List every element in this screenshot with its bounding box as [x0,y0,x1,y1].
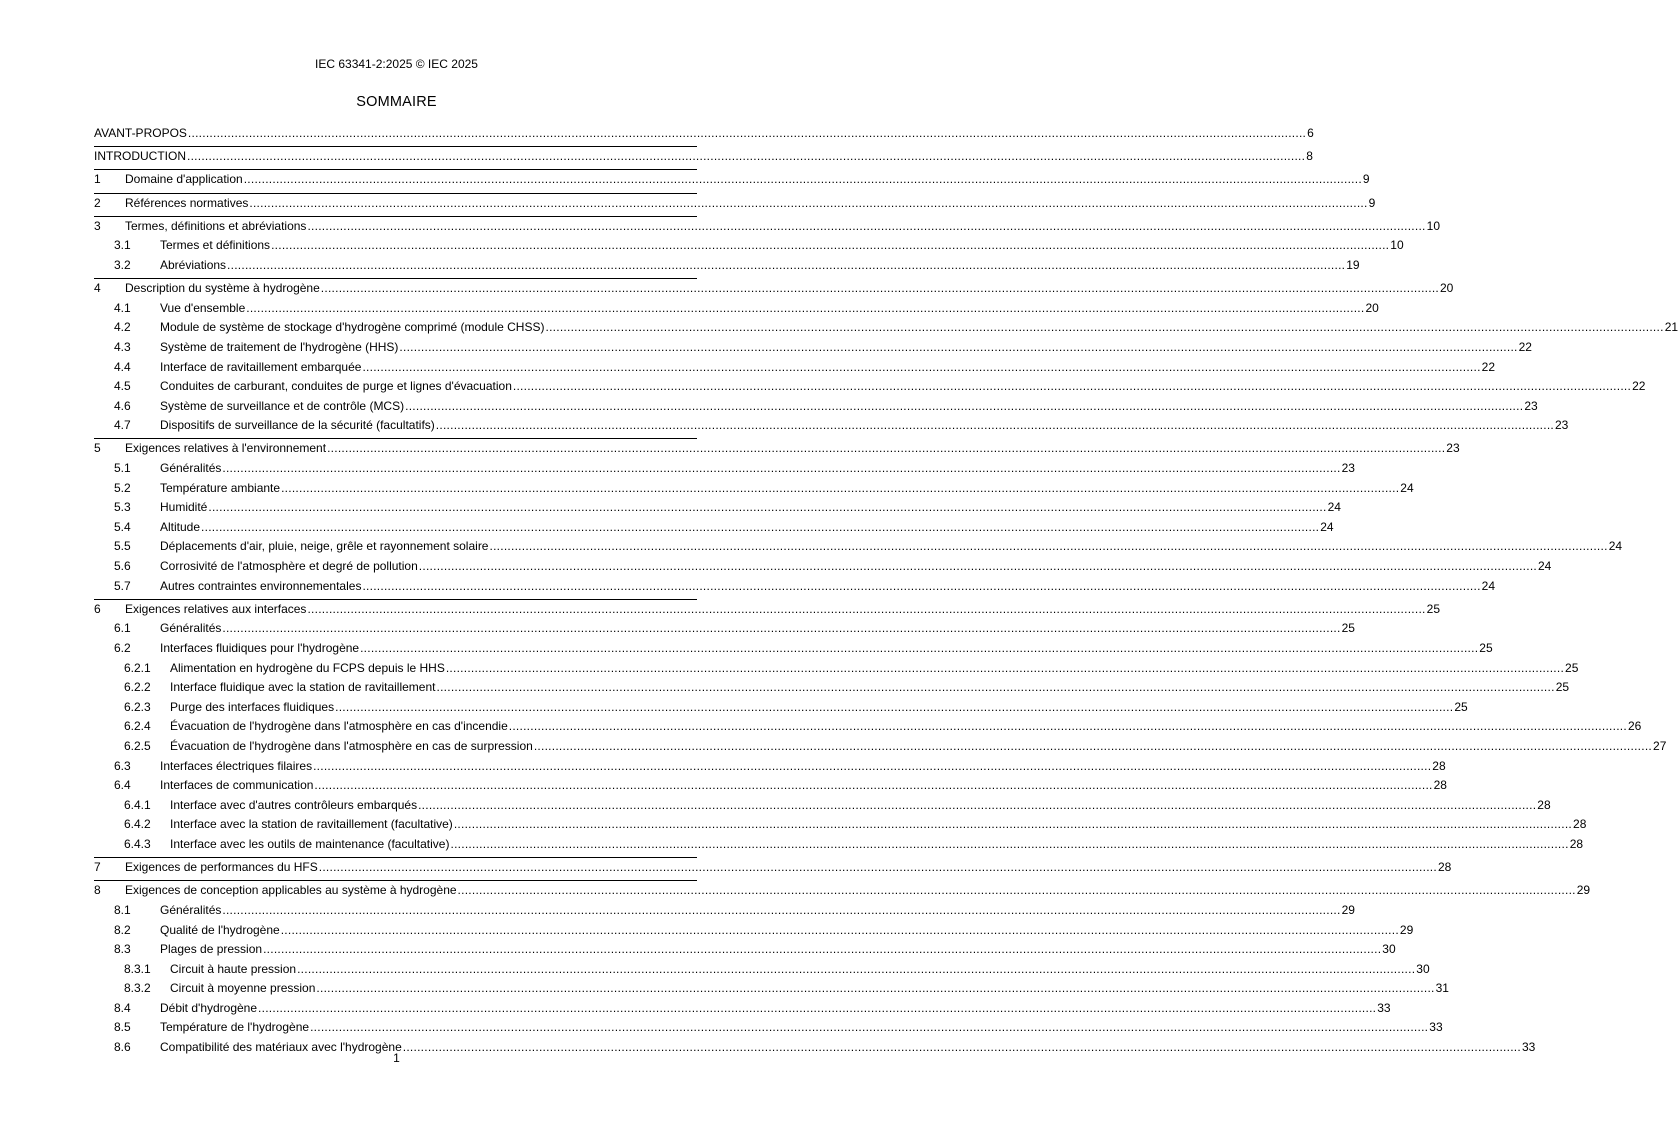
toc-entry-page: 24 [1400,480,1414,495]
toc-entry-number: 8.3.1 [124,961,151,976]
dot-leader [310,1020,1428,1034]
toc-entry-number: 8.1 [114,902,131,917]
toc-entry-label: Température de l'hydrogène [160,1020,310,1035]
toc-entry-number: 8.2 [114,922,131,937]
toc-entry-number: 6 [94,601,101,616]
toc-entry-label: Interface de ravitaillement embarquée [160,359,362,374]
toc-entry[interactable] [94,438,1460,459]
toc-entry-page: 25 [1426,601,1440,616]
toc-entry-number: 3 [94,218,101,233]
toc-entry-number: 2 [94,195,101,210]
toc-entry-number: 4.1 [114,300,131,315]
toc-entry-number: 4 [94,281,101,296]
dot-leader [362,579,1480,593]
toc-entry[interactable] [94,857,1452,878]
toc-entry-page: 29 [1576,883,1591,898]
toc-entry-page: 10 [1390,238,1404,253]
toc-entry-number: 5 [94,441,101,456]
toc-entry-number: 7 [94,860,101,875]
toc-entry-label: Système de traitement de l'hydrogène (HHS) [160,339,399,354]
toc-entry-page: 9 [1362,172,1370,187]
toc-entry-label: Débit d'hydrogène [160,1000,258,1015]
toc-entry-number: 5.6 [114,559,131,574]
toc-entry-label: Purge des interfaces fluidiques [170,699,335,714]
toc-entry-page: 28 [1437,860,1452,875]
dot-leader [201,520,1319,534]
toc-entry-number: 4.2 [114,320,131,335]
toc-entry-label: Interfaces fluidiques pour l'hydrogène [160,641,360,655]
dot-leader [222,461,1340,475]
dot-leader [321,281,1439,295]
toc-entry[interactable] [94,815,1587,835]
toc-entry-page: 20 [1439,281,1454,296]
toc-entry-number: 6.2.2 [124,680,151,695]
toc-entry-page: 26 [1627,719,1642,734]
toc-entry[interactable] [94,577,1496,597]
toc-entry-page: 25 [1565,660,1579,675]
toc-entry-page: 22 [1481,359,1496,374]
dot-leader [307,219,1425,233]
toc-entry[interactable] [94,678,1570,698]
dot-leader [281,481,1399,495]
toc-entry-number: 6.2.3 [124,699,151,714]
toc-entry-label: Corrosivité de l'atmosphère et degré de pollution [160,559,418,574]
dot-leader [446,661,1564,675]
toc-entry-number: 6.4.1 [124,797,151,812]
toc-entry[interactable] [94,1018,1443,1038]
toc-entry[interactable] [94,537,1623,557]
dot-leader [545,320,1663,334]
toc-entry-label: Exigences de performances du HFS [125,860,318,875]
toc-entry-label: Déplacements d'air, pluie, neige, grêle et rayonnement solaire [160,539,489,554]
toc-entry-number: 5.5 [114,539,131,554]
toc-entry-page: 20 [1365,300,1379,315]
toc-entry-label: Généralités [160,621,222,636]
toc-entry-page: 33 [1429,1020,1443,1035]
toc-entry-number: 6.2.5 [124,738,151,753]
toc-entry-page: 23 [1524,398,1538,413]
dot-leader [271,238,1389,252]
toc-entry-label: Circuit à haute pression [170,961,297,976]
toc-entry-page: 24 [1608,539,1623,554]
dot-leader [314,778,1432,792]
dot-leader [319,860,1437,874]
dot-leader [222,621,1340,635]
toc-entry-label: Évacuation de l'hydrogène dans l'atmosphère en cas de surpression [170,738,533,753]
toc-entry-number: 4.4 [114,359,131,374]
toc-entry-label: Température ambiante [160,480,281,495]
toc-entry-number: 1 [94,172,101,187]
toc-entry-page: 9 [1368,195,1376,210]
toc-entry-page: 33 [1377,1000,1391,1015]
toc-entry[interactable] [94,698,1468,718]
toc-entry-page: 31 [1435,981,1449,996]
toc-entry[interactable] [94,518,1334,538]
toc-entry-page: 10 [1426,218,1440,233]
toc-entry[interactable] [94,479,1414,499]
toc-entry-label: Description du système à hydrogène [125,281,320,296]
toc-entry[interactable] [94,318,1678,338]
dot-leader [307,602,1425,616]
toc-entry[interactable] [94,377,1646,397]
toc-entry[interactable] [94,880,1591,901]
toc-entry-label: AVANT-PROPOS [94,126,187,140]
dot-leader [534,739,1652,753]
toc-entry-page: 24 [1481,578,1496,593]
toc-entry-label: Termes et définitions [160,238,271,253]
toc-entry[interactable] [94,796,1551,816]
dot-leader [327,441,1445,455]
toc-entry[interactable] [94,498,1341,518]
toc-entry[interactable] [94,124,1314,144]
toc-entry-label: Exigences de conception applicables au système à hydrogène [125,883,457,898]
toc-entry-page: 29 [1399,922,1414,937]
dot-leader [362,360,1480,374]
toc-entry-label: Références normatives [125,195,249,210]
toc-entry-page: 30 [1416,961,1430,976]
dot-leader [281,923,1399,937]
toc-entry-number: 8.6 [114,1040,131,1055]
toc-entry-label: INTRODUCTION [94,149,186,164]
toc-entry-label: Interfaces de communication [160,778,314,793]
toc-entry[interactable] [94,256,1360,276]
toc-entry-number: 8.3.2 [124,981,151,996]
toc-entry-label: Autres contraintes environnementales [160,578,362,593]
dot-leader [244,172,1362,186]
toc-entry[interactable] [94,757,1446,777]
toc-entry-label: Interface avec d'autres contrôleurs embarqués [170,797,418,812]
toc-entry-number: 5.7 [114,578,131,593]
toc-entry[interactable] [94,659,1579,679]
toc-entry[interactable] [94,358,1496,378]
dot-leader [450,837,1568,851]
toc-entry-label: Altitude [160,519,201,534]
dot-leader [399,340,1517,354]
toc-entry-number: 6.3 [114,758,131,773]
toc-entry-number: 3.2 [114,257,131,272]
toc-entry-number: 6.1 [114,621,131,636]
toc-entry[interactable] [94,737,1667,757]
dot-leader [360,641,1478,655]
toc-entry[interactable] [94,193,1376,214]
toc-entry-label: Domaine d'application [125,172,243,187]
dot-leader [222,903,1340,917]
toc-entry-number: 6.2.4 [124,719,151,734]
dot-leader [405,399,1523,413]
toc-entry-number: 5.3 [114,500,131,515]
dot-leader [246,301,1364,315]
toc-entry-label: Interface avec la station de ravitaillement (facultative) [170,817,453,832]
toc-entry[interactable] [94,216,1440,237]
toc-entry[interactable] [94,299,1379,319]
dot-leader [188,126,1306,140]
toc-entry-page: 22 [1518,339,1532,354]
toc-entry-label: Exigences relatives à l'environnement [125,441,327,456]
page-number: 1 [393,1051,400,1065]
toc-entry-number: 6.4.2 [124,817,151,832]
toc-entry[interactable] [94,557,1552,577]
toc-entry-page: 23 [1554,418,1569,433]
toc-entry-label: Vue d'ensemble [160,300,246,315]
dot-leader [227,258,1345,272]
toc-entry[interactable] [94,236,1404,256]
toc-entry-page: 24 [1537,559,1552,574]
toc-entry[interactable] [94,169,1370,190]
toc-entry-page: 25 [1479,641,1493,655]
toc-entry-page: 28 [1569,836,1584,851]
toc-entry-label: Généralités [160,902,222,917]
toc-entry-number: 8.4 [114,1000,131,1015]
dot-leader [436,418,1554,432]
toc-entry-label: Circuit à moyenne pression [170,981,316,996]
toc-entry-page: 33 [1521,1040,1536,1055]
toc-entry[interactable] [94,619,1355,639]
toc-entry-number: 8.5 [114,1020,131,1035]
toc-entry[interactable] [94,835,1584,855]
toc-entry-number: 4.5 [114,379,131,394]
toc-entry-page: 19 [1346,257,1360,272]
toc-entry-number: 5.2 [114,480,131,495]
toc-entry-label: Généralités [160,461,222,476]
dot-leader [263,942,1381,956]
toc-entry-page: 28 [1537,797,1551,812]
toc-entry[interactable] [94,459,1355,479]
toc-entry-page: 22 [1632,379,1646,394]
toc-entry-page: 25 [1454,699,1468,714]
toc-entry[interactable] [94,999,1391,1019]
toc-entry[interactable] [94,960,1430,980]
toc-entry-number: 3.1 [114,238,131,253]
toc-entry-label: Exigences relatives aux interfaces [125,601,307,616]
toc-entry-label: Compatibilité des matériaux avec l'hydrogène [160,1040,402,1055]
toc-entry-page: 25 [1555,680,1570,695]
toc-entry-label: Module de système de stockage d'hydrogène comprimé (module CHSS) [160,320,545,335]
toc-entry-page: 28 [1573,817,1587,832]
toc-entry-number: 6.2.1 [124,660,151,675]
dot-leader [458,883,1576,897]
toc-entry-number: 5.1 [114,461,131,476]
toc-entry-number: 6.4.3 [124,836,151,851]
dot-leader [208,500,1326,514]
toc-entry-label: Qualité de l'hydrogène [160,922,280,937]
dot-leader [418,798,1536,812]
toc-entry-page: 28 [1432,758,1446,773]
toc-entry-page: 21 [1664,320,1678,335]
dot-leader [258,1001,1376,1015]
toc-entry-label: Conduites de carburant, conduites de purge et lignes d'évacuation [160,379,512,394]
toc-entry-page: 29 [1341,902,1355,917]
toc-entry-page: 24 [1320,519,1334,534]
dot-leader [489,539,1607,553]
table-of-contents [94,124,1678,1058]
toc-entry-number: 6.2 [114,641,131,655]
toc-entry[interactable] [94,278,1454,299]
toc-entry-page: 25 [1341,621,1355,636]
dot-leader [316,981,1434,995]
toc-entry-page: 23 [1341,461,1355,476]
toc-entry[interactable] [94,397,1538,417]
toc-entry[interactable] [94,639,1493,659]
toc-entry[interactable] [94,717,1642,737]
toc-entry-label: Termes, définitions et abréviations [125,218,307,233]
toc-entry-label: Interface avec les outils de maintenance (facultative) [170,836,450,851]
toc-entry[interactable] [94,146,1313,167]
toc-entry[interactable] [94,901,1355,921]
dot-leader [419,559,1537,573]
dot-leader [436,680,1554,694]
toc-entry-page: 30 [1382,942,1396,957]
toc-entry-label: Interface fluidique avec la station de ravitaillement [170,680,436,695]
toc-entry-number: 4.7 [114,418,131,433]
toc-entry-page: 23 [1446,441,1460,456]
toc-entry-label: Interfaces électriques filaires [160,758,313,773]
dot-leader [187,149,1305,163]
toc-entry[interactable] [94,599,1440,620]
toc-entry-label: Alimentation en hydrogène du FCPS depuis le HHS [170,660,445,675]
toc-entry-number: 4.6 [114,398,131,413]
dot-leader [297,962,1415,976]
toc-entry[interactable] [94,416,1569,436]
dot-leader [509,719,1627,733]
toc-entry-label: Plages de pression [160,942,263,957]
dot-leader [249,196,1367,210]
toc-entry-page: 24 [1327,500,1341,515]
toc-entry-number: 4.3 [114,339,131,354]
toc-entry-page: 28 [1433,778,1447,793]
dot-leader [313,759,1431,773]
toc-entry[interactable] [94,338,1532,358]
toc-title: SOMMAIRE [356,94,437,110]
toc-entry-page: 6 [1307,126,1314,140]
dot-leader [513,379,1631,393]
toc-entry-label: Humidité [160,500,208,515]
toc-entry-number: 8.3 [114,942,131,957]
toc-entry-label: Abréviations [160,257,227,272]
page-header: IEC 63341-2:2025 © IEC 2025 [315,57,478,71]
dot-leader [335,700,1453,714]
toc-entry[interactable] [94,979,1449,999]
toc-entry-number: 8 [94,883,101,898]
toc-entry-number: 6.4 [114,778,131,793]
toc-entry[interactable] [94,940,1396,960]
toc-entry-label: Dispositifs de surveillance de la sécurité (facultatifs) [160,418,435,433]
toc-entry-number: 5.4 [114,519,131,534]
toc-entry[interactable] [94,921,1414,941]
toc-entry-label: Évacuation de l'hydrogène dans l'atmosphère en cas d'incendie [170,719,508,734]
toc-entry-page: 8 [1306,149,1313,164]
toc-entry-label: Système de surveillance et de contrôle (MCS) [160,398,405,413]
toc-entry-page: 27 [1653,738,1667,753]
dot-leader [454,817,1572,831]
toc-entry[interactable] [94,776,1447,796]
